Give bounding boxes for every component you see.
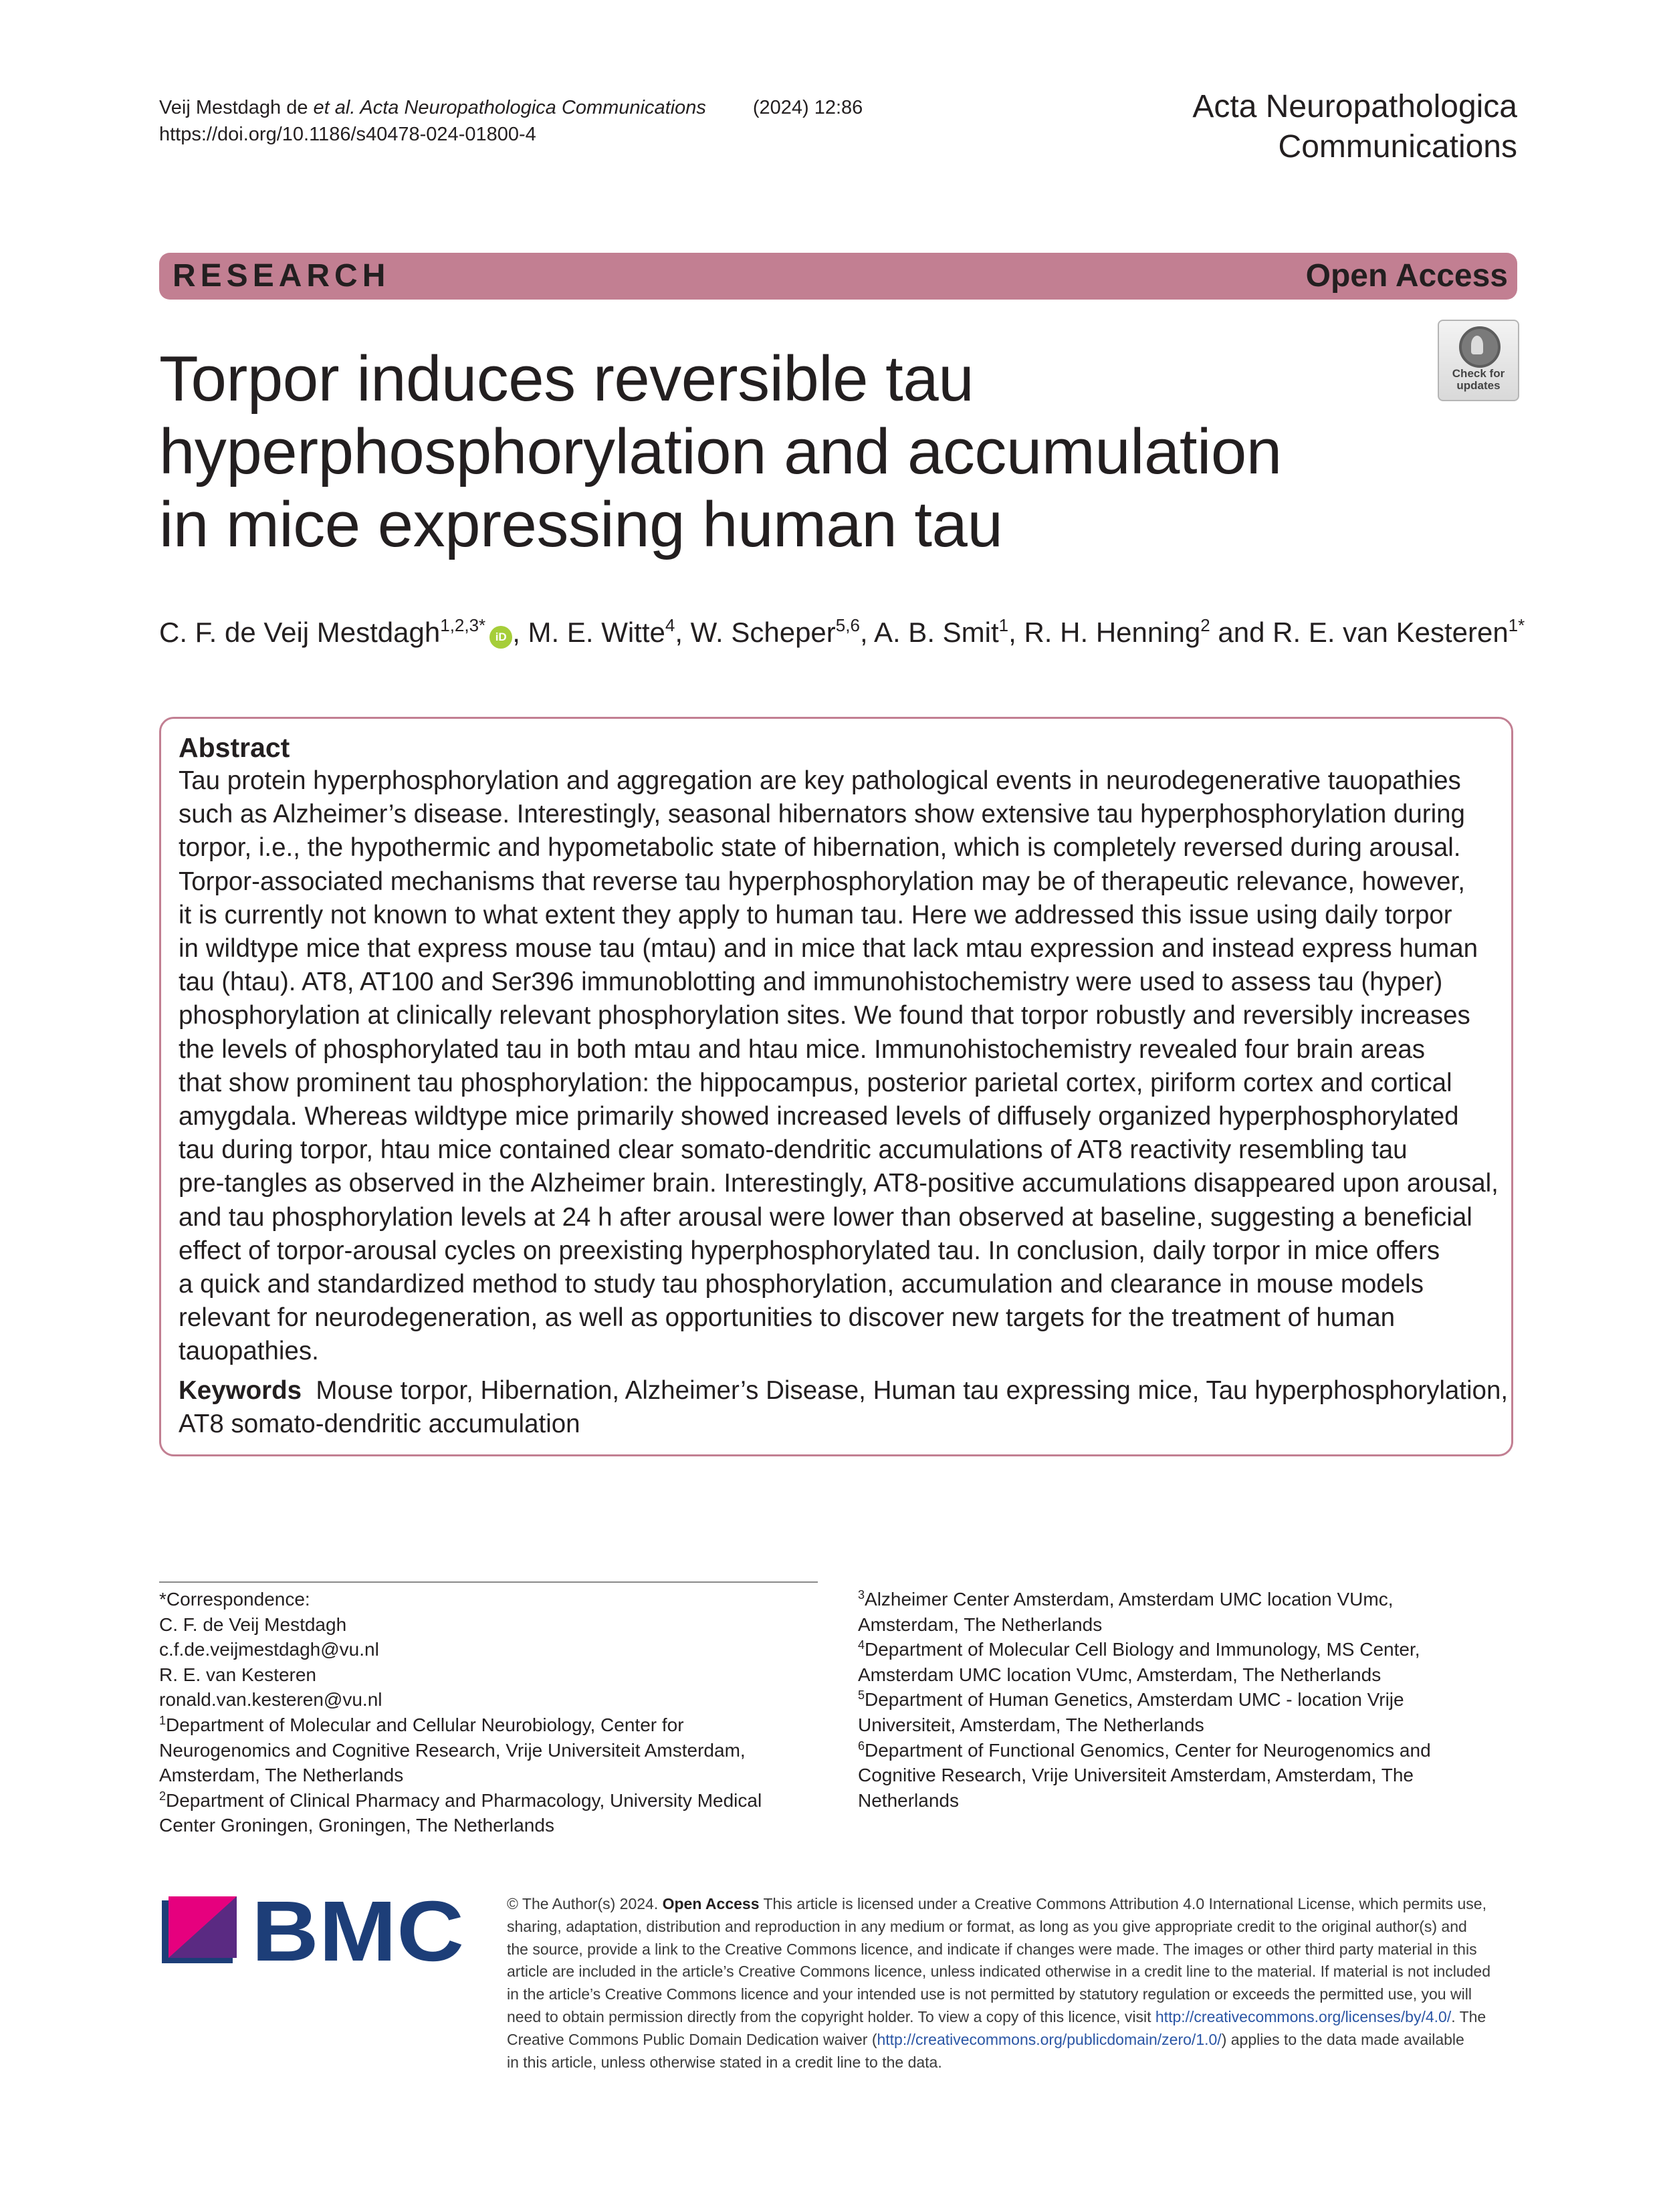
keywords	[179, 1374, 1509, 1441]
abstract-line: amygdala. Whereas wildtype mice primarily showed increased levels of diffusely organized hyperphosphorylated	[179, 1102, 1459, 1131]
footnotes-left	[159, 1587, 814, 1838]
footnote-line	[858, 1738, 1520, 1763]
footnote-sup: 4	[858, 1638, 865, 1652]
abstract-line: it is currently not known to what extent they apply to human tau. Here we addressed this issue using daily torpor	[179, 900, 1452, 929]
license-fragment: ) applies to the data made available	[1221, 2030, 1464, 2048]
author-name: , W. Scheper	[675, 617, 836, 648]
footnote-text: C. F. de Veij Mestdagh	[159, 1614, 347, 1635]
license-line	[507, 2029, 1517, 2052]
author-name: C. F. de Veij Mestdagh	[159, 617, 441, 648]
footnote-line	[159, 1712, 814, 1738]
journal-name-line: Communications	[1278, 129, 1517, 164]
abstract-line: relevant for neurodegeneration, as well as opportunities to discover new targets for the treatment of human	[179, 1303, 1396, 1333]
license-fragment: . The	[1451, 2007, 1486, 2025]
abstract-line: in wildtype mice that express mouse tau (mtau) and in mice that lack mtau expression and instead express human	[179, 934, 1478, 964]
title-line: hyperphosphorylation and accumulation	[159, 416, 1282, 487]
license-line: sharing, adaptation, distribution and reproduction in any medium or format, as long as you give appropriate credit to the original author(s) and	[507, 1917, 1467, 1935]
keywords-label: Keywords	[179, 1376, 302, 1405]
footnote-sup: 1	[159, 1713, 167, 1727]
footnote-text: *Correspondence:	[159, 1589, 310, 1610]
bmc-logo	[159, 1894, 467, 1966]
abstract-line: a quick and standardized method to study tau phosphorylation, accumulation and clearance in mouse models	[179, 1270, 1424, 1299]
footnote-text: Center Groningen, Groningen, The Netherlands	[159, 1815, 554, 1836]
license-open-access: Open Access	[662, 1895, 760, 1912]
abstract-line: torpor, i.e., the hypothermic and hypometabolic state of hibernation, which is completely reversed during arousal.	[179, 833, 1461, 863]
citation-journal: Acta Neuropathologica Communications	[355, 97, 706, 118]
abstract-line: tauopathies.	[179, 1337, 319, 1366]
footnote-sup: 3	[858, 1588, 865, 1601]
author-affiliation-sup: 1*	[1508, 615, 1525, 635]
footnote-text: Netherlands	[858, 1789, 959, 1811]
footnote-text: Department of Clinical Pharmacy and Pharmacology, University Medical	[166, 1789, 762, 1811]
citation-year: (2024) 12:86	[752, 97, 863, 118]
author-affiliation-sup: 2	[1200, 615, 1210, 635]
keywords-line: Mouse torpor, Hibernation, Alzheimer’s Disease, Human tau expressing mice, Tau hyperphosphorylation,	[316, 1376, 1509, 1405]
doi-link[interactable]: https://doi.org/10.1186/s40478-024-01800-4	[159, 124, 536, 145]
footnote-line	[858, 1587, 1520, 1612]
footnote-text: Department of Molecular Cell Biology and Immunology, MS Center,	[865, 1639, 1420, 1660]
footnote-line	[159, 1587, 814, 1612]
footnote-sup: 2	[159, 1789, 167, 1803]
license-line	[507, 2006, 1517, 2029]
license-line: article are included in the article’s Creative Commons licence, unless indicated otherwise in a credit line to the material. If material is not included	[507, 1963, 1491, 1981]
abstract-line: pre-tangles as observed in the Alzheimer brain. Interestingly, AT8-positive accumulations disappeared upon arousal,	[179, 1169, 1499, 1198]
abstract-line: such as Alzheimer’s disease. Interestingly, seasonal hibernators show extensive tau hyperphosphorylation during	[179, 800, 1465, 829]
crossmark-line: Check for	[1452, 367, 1505, 380]
footnote-sup: 6	[858, 1739, 865, 1753]
footnote-line	[858, 1712, 1520, 1738]
crossmark-line: updates	[1456, 379, 1501, 392]
abstract-line: Torpor-associated mechanisms that reverse tau hyperphosphorylation may be of therapeutic relevance, however,	[179, 867, 1465, 896]
journal-name-line: Acta Neuropathologica	[1192, 89, 1517, 124]
license-fragment: Creative Commons Public Domain Dedication waiver (	[507, 2030, 877, 2048]
title-line: Torpor induces reversible tau	[159, 343, 974, 415]
footnote-line	[159, 1763, 814, 1788]
email-link[interactable]: c.f.de.veijmestdagh@vu.nl	[159, 1639, 379, 1660]
footnote-line	[858, 1687, 1520, 1712]
footnote-line	[858, 1662, 1520, 1688]
footnote-text: Department of Human Genetics, Amsterdam UMC - location Vrije	[865, 1689, 1404, 1710]
publicdomain-link[interactable]: http://creativecommons.org/publicdomain/zero/1.0/	[877, 2030, 1222, 2048]
open-access-label: Open Access	[1305, 258, 1508, 294]
abstract-line: tau (htau). AT8, AT100 and Ser396 immunoblotting and immunohistochemistry were used to assess tau (hyper)	[179, 968, 1443, 997]
author-name: , R. H. Henning	[1008, 617, 1201, 648]
title-line: in mice expressing human tau	[159, 489, 1003, 560]
license-line: in the article’s Creative Commons licence and your intended use is not permitted by statutory regulation or exceeds the permitted use, you will	[507, 1985, 1472, 2003]
abstract-box	[159, 717, 1513, 1456]
article-type-band	[159, 253, 1517, 300]
footnote-text: Cognitive Research, Vrije Universiteit Amsterdam, Amsterdam, The	[858, 1765, 1414, 1786]
footnote-line	[159, 1612, 814, 1638]
footnote-text: Neurogenomics and Cognitive Research, Vrije Universiteit Amsterdam,	[159, 1739, 746, 1761]
footnote-line	[858, 1612, 1520, 1638]
footnote-text: Amsterdam, The Netherlands	[159, 1765, 404, 1786]
running-citation	[159, 95, 863, 120]
orcid-icon[interactable]: iD	[489, 626, 512, 649]
footnote-divider	[159, 1581, 818, 1583]
abstract-line: Tau protein hyperphosphorylation and aggregation are key pathological events in neurodegenerative tauopathies	[179, 766, 1461, 795]
abstract-line: phosphorylation at clinically relevant phosphorylation sites. We found that torpor robustly and reversibly increases	[179, 1001, 1470, 1030]
footnote-line[interactable]	[159, 1637, 814, 1662]
logo-text: BMC	[251, 1894, 464, 1966]
license-text	[507, 1893, 1517, 2074]
footnote-text: Amsterdam UMC location VUmc, Amsterdam, The Netherlands	[858, 1664, 1381, 1685]
abstract-line: that show prominent tau phosphorylation: the hippocampus, posterior parietal cortex, piriform cortex and cortical	[179, 1068, 1452, 1097]
footnote-line	[159, 1813, 814, 1838]
abstract-text	[179, 764, 1499, 1369]
author-affiliation-sup: 5,6	[835, 615, 860, 635]
license-fragment: © The Author(s) 2024.	[507, 1895, 663, 1912]
email-link[interactable]: ronald.van.kesteren@vu.nl	[159, 1689, 382, 1710]
abstract-heading: Abstract	[179, 732, 290, 763]
license-line	[507, 1893, 1517, 1916]
footnote-line[interactable]	[159, 1687, 814, 1712]
footnote-text: R. E. van Kesteren	[159, 1664, 317, 1685]
author-list	[159, 614, 1525, 651]
license-line: in this article, unless otherwise stated in a credit line to the data.	[507, 2053, 942, 2071]
footnote-text: Department of Functional Genomics, Center for Neurogenomics and	[865, 1739, 1431, 1761]
footnote-line	[159, 1662, 814, 1688]
footnote-line	[159, 1788, 814, 1813]
footnotes-right	[858, 1587, 1520, 1813]
article-title	[159, 342, 1416, 561]
citation-etal: et al.	[313, 97, 356, 118]
crossmark-icon	[1459, 326, 1501, 368]
footnote-line	[858, 1788, 1520, 1813]
check-for-updates-badge[interactable]	[1438, 320, 1519, 401]
article-type-label: RESEARCH	[173, 258, 391, 294]
author-affiliation-sup: 1	[998, 615, 1009, 635]
author-name: , M. E. Witte	[512, 617, 665, 648]
footnote-text: Alzheimer Center Amsterdam, Amsterdam UMC location VUmc,	[865, 1589, 1394, 1610]
footnote-text: Universiteit, Amsterdam, The Netherlands	[858, 1714, 1204, 1735]
license-fragment: need to obtain permission directly from the copyright holder. To view a copy of this licence, visit	[507, 2007, 1155, 2025]
footnote-line	[159, 1738, 814, 1763]
license-fragment: This article is licensed under a Creative Commons Attribution 4.0 International License, which permits use,	[759, 1895, 1486, 1912]
footnote-line	[858, 1763, 1520, 1788]
abstract-line: and tau phosphorylation levels at 24 h after arousal were lower than observed at baseline, suggesting a beneficial	[179, 1202, 1472, 1232]
footnote-text: Amsterdam, The Netherlands	[858, 1614, 1103, 1635]
keywords-line: AT8 somato-dendritic accumulation	[179, 1410, 580, 1439]
author-name: , A. B. Smit	[859, 617, 999, 648]
author-affiliation-sup: 1,2,3*	[440, 615, 486, 635]
abstract-line: the levels of phosphorylated tau in both mtau and htau mice. Immunohistochemistry revealed four brain areas	[179, 1034, 1425, 1064]
license-link[interactable]: http://creativecommons.org/licenses/by/4.0/	[1155, 2007, 1452, 2025]
abstract-line: tau during torpor, htau mice contained clear somato-dendritic accumulations of AT8 reactivity resembling tau	[179, 1135, 1408, 1165]
footnote-text: Department of Molecular and Cellular Neurobiology, Center for	[166, 1714, 684, 1735]
journal-name	[1192, 87, 1517, 167]
license-line: the source, provide a link to the Creative Commons licence, and indicate if changes were made. The images or other third party material in this	[507, 1940, 1477, 1958]
author-affiliation-sup: 4	[665, 615, 675, 635]
author-name: and R. E. van Kesteren	[1210, 617, 1509, 648]
footnote-line	[858, 1637, 1520, 1662]
abstract-line: effect of torpor-arousal cycles on preexisting hyperphosphorylated tau. In conclusion, daily torpor in mice offers	[179, 1236, 1440, 1265]
citation-authors: Veij Mestdagh de	[159, 97, 314, 118]
footnote-sup: 5	[858, 1688, 865, 1702]
check-for-updates-text	[1439, 368, 1518, 392]
